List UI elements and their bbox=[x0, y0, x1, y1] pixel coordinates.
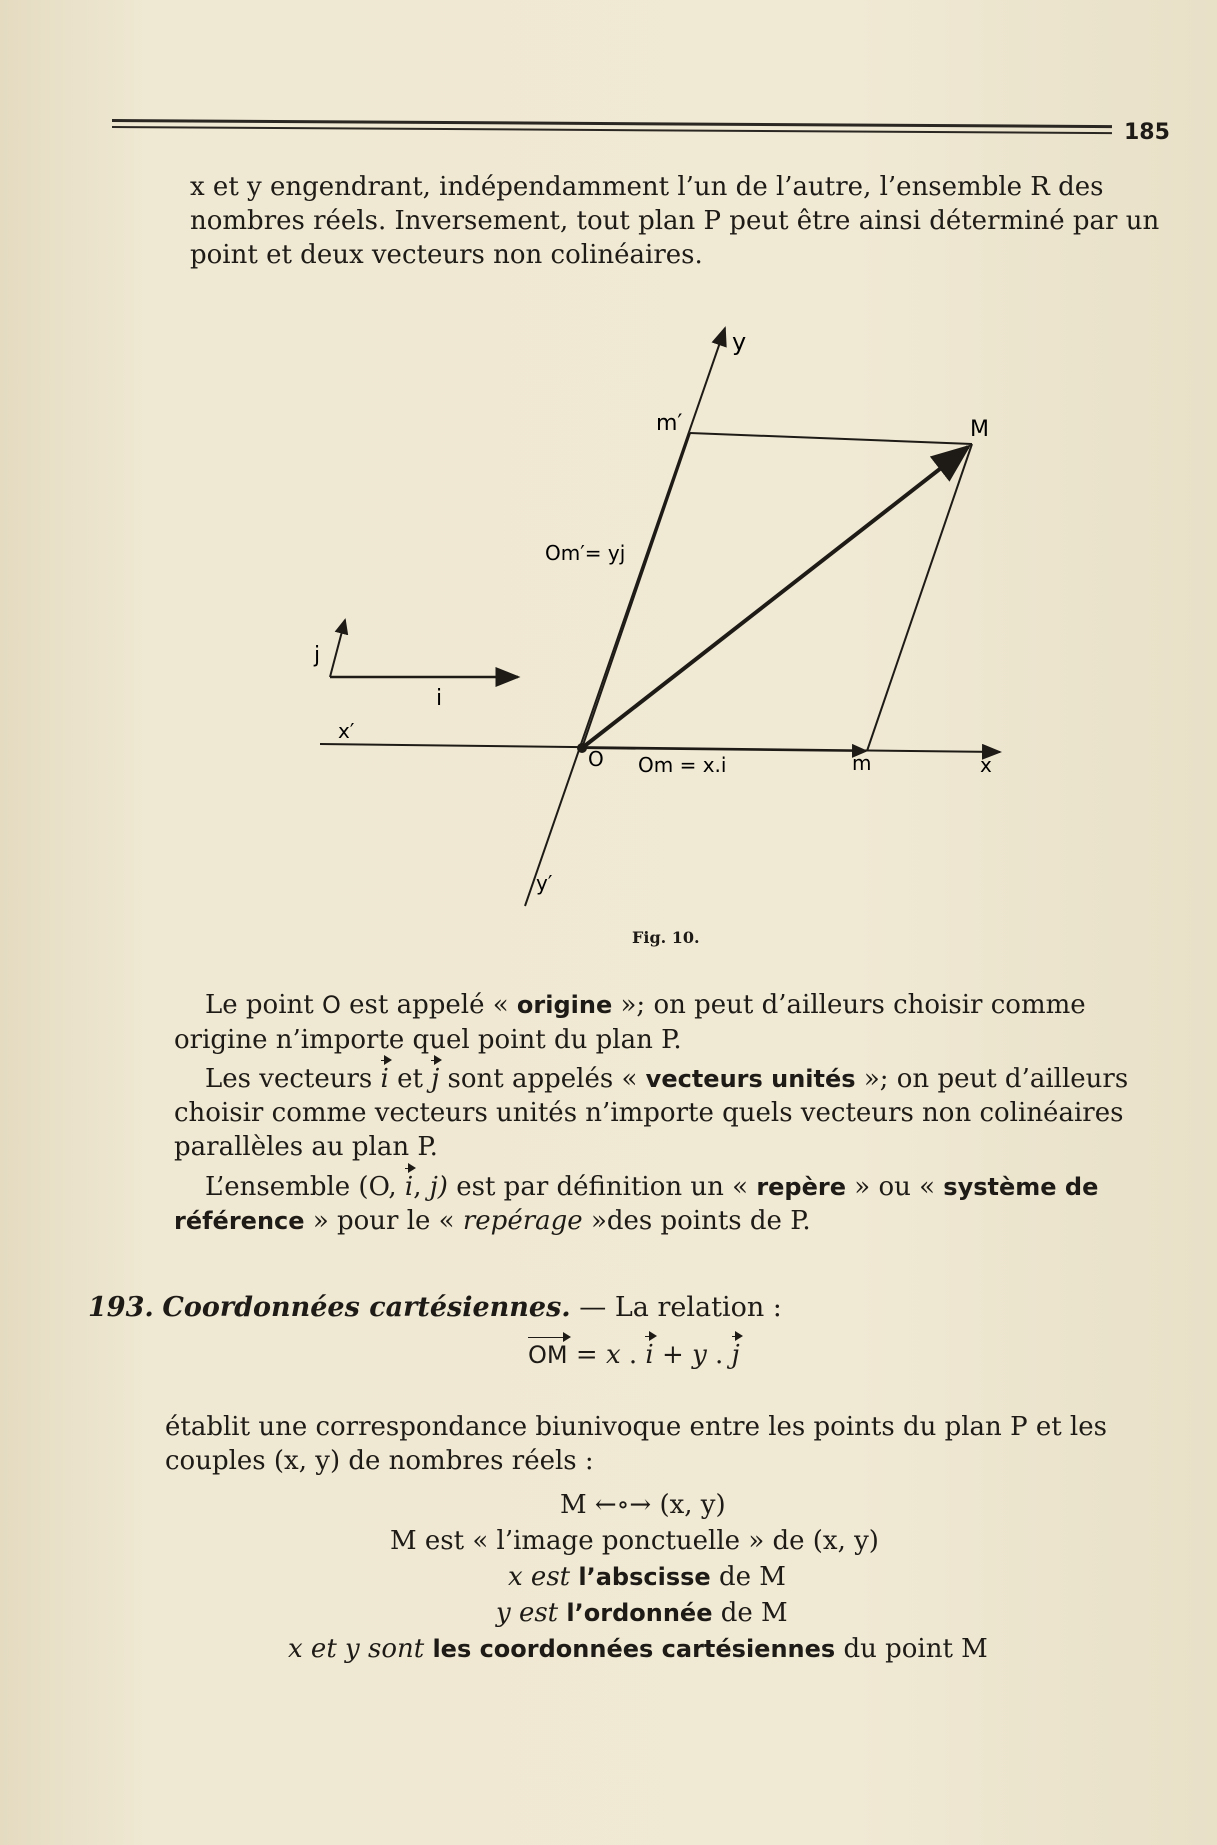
text: »; on peut d’ailleurs bbox=[863, 1064, 1129, 1094]
correspondence-line4 bbox=[496, 1598, 788, 1628]
section-number: 193. bbox=[88, 1292, 154, 1323]
para2-line1 bbox=[205, 990, 1086, 1020]
text-bold: système de bbox=[943, 1173, 1099, 1201]
correspondence-line1: M ←∘→ (x, y) bbox=[560, 1490, 726, 1520]
section-title: Coordonnées cartésiennes. bbox=[162, 1292, 571, 1323]
label-om-prime: Om′= yj bbox=[545, 541, 626, 565]
text: x et y sont bbox=[288, 1634, 425, 1664]
text: L’ensemble (O, bbox=[205, 1172, 397, 1202]
label-x: x bbox=[980, 753, 992, 777]
text: O bbox=[322, 991, 341, 1019]
label-y-prime: y′ bbox=[536, 871, 553, 895]
vector-j: j bbox=[431, 1064, 440, 1094]
header-rule-bottom bbox=[112, 126, 1112, 134]
para1-line1: x et y engendrant, indépendamment l’un de l’autre, l’ensemble R des bbox=[190, 172, 1104, 202]
correspondence-line5 bbox=[288, 1634, 988, 1664]
text: Le point bbox=[205, 990, 314, 1020]
origin-point bbox=[577, 743, 587, 753]
para2-line2: origine n’importe quel point du plan P. bbox=[174, 1025, 682, 1055]
vector-OM: OM bbox=[528, 1341, 568, 1369]
label-m: m bbox=[852, 751, 872, 775]
section-line2: couples (x, y) de nombres réels : bbox=[165, 1446, 594, 1476]
para1-line3: point et deux vecteurs non colinéaires. bbox=[190, 240, 703, 270]
equation: OM = x . i + y . j bbox=[528, 1340, 740, 1370]
figure-caption: Fig. 10. bbox=[632, 928, 700, 947]
text: » ou « bbox=[854, 1172, 936, 1202]
para2-line4: choisir comme vecteurs unités n’importe quels vecteurs non colinéaires bbox=[174, 1098, 1124, 1128]
om-prime-vector bbox=[582, 433, 690, 748]
section-line1: établit une correspondance biunivoque entre les points du plan P et les bbox=[165, 1412, 1107, 1442]
para1-line2: nombres réels. Inversement, tout plan P peut être ainsi déterminé par un bbox=[190, 206, 1160, 236]
label-y: y bbox=[732, 328, 747, 356]
label-m-prime: m′ bbox=[656, 411, 683, 436]
text-bold: repère bbox=[756, 1173, 846, 1201]
text: y est bbox=[496, 1598, 559, 1628]
para2-line7 bbox=[174, 1206, 811, 1236]
text: »des points de P. bbox=[590, 1206, 811, 1236]
text-bold: l’abscisse bbox=[578, 1563, 711, 1591]
text: est appelé « bbox=[349, 990, 509, 1020]
text-italic: repérage bbox=[462, 1206, 583, 1236]
label-om: Om = x.i bbox=[638, 753, 727, 777]
correspondence-line2: M est « l’image ponctuelle » de (x, y) bbox=[390, 1526, 879, 1556]
text: de M bbox=[718, 1562, 786, 1592]
label-i: i bbox=[436, 686, 443, 711]
m-prime-M-line bbox=[690, 433, 972, 444]
label-M: M bbox=[970, 417, 989, 442]
y-axis bbox=[525, 328, 725, 906]
vector-i: i bbox=[645, 1340, 654, 1370]
text-bold: référence bbox=[174, 1207, 305, 1235]
text: x est bbox=[508, 1562, 571, 1592]
label-O: O bbox=[588, 747, 604, 771]
label-j: j bbox=[314, 643, 321, 668]
text: du point M bbox=[843, 1634, 988, 1664]
OM-vector bbox=[582, 447, 968, 748]
text-bold: l’ordonnée bbox=[566, 1599, 713, 1627]
vector-j: j) bbox=[429, 1172, 448, 1202]
vector-i: i bbox=[404, 1172, 414, 1202]
text-bold: vecteurs unités bbox=[645, 1065, 856, 1093]
vector-j: j bbox=[731, 1340, 740, 1370]
text: »; on peut d’ailleurs choisir comme bbox=[620, 990, 1086, 1020]
figure-10 bbox=[310, 320, 1030, 920]
para2-line6: L’ensemble (O, i, j) est par définition un « repère » ou « système de bbox=[205, 1172, 1099, 1202]
page-number: 185 bbox=[1124, 120, 1170, 145]
text: sont appelés « bbox=[447, 1064, 638, 1094]
text: de M bbox=[720, 1598, 788, 1628]
unit-vector-j bbox=[330, 620, 345, 677]
correspondence-line3 bbox=[508, 1562, 786, 1592]
text-bold: les coordonnées cartésiennes bbox=[432, 1635, 836, 1663]
text: est par définition un « bbox=[456, 1172, 749, 1202]
text: » pour le « bbox=[312, 1206, 455, 1236]
section-intro: — La relation : bbox=[579, 1292, 782, 1323]
M-m-line bbox=[867, 444, 972, 751]
vector-i: i bbox=[380, 1064, 389, 1094]
label-x-prime: x′ bbox=[338, 719, 355, 743]
text-bold: origine bbox=[516, 991, 613, 1019]
para2-line5: parallèles au plan P. bbox=[174, 1132, 438, 1162]
text: Les vecteurs bbox=[205, 1064, 373, 1094]
para2-line3: Les vecteurs i et j sont appelés « vecteurs unités »; on peut d’ailleurs bbox=[205, 1064, 1129, 1094]
section-heading bbox=[88, 1292, 782, 1323]
